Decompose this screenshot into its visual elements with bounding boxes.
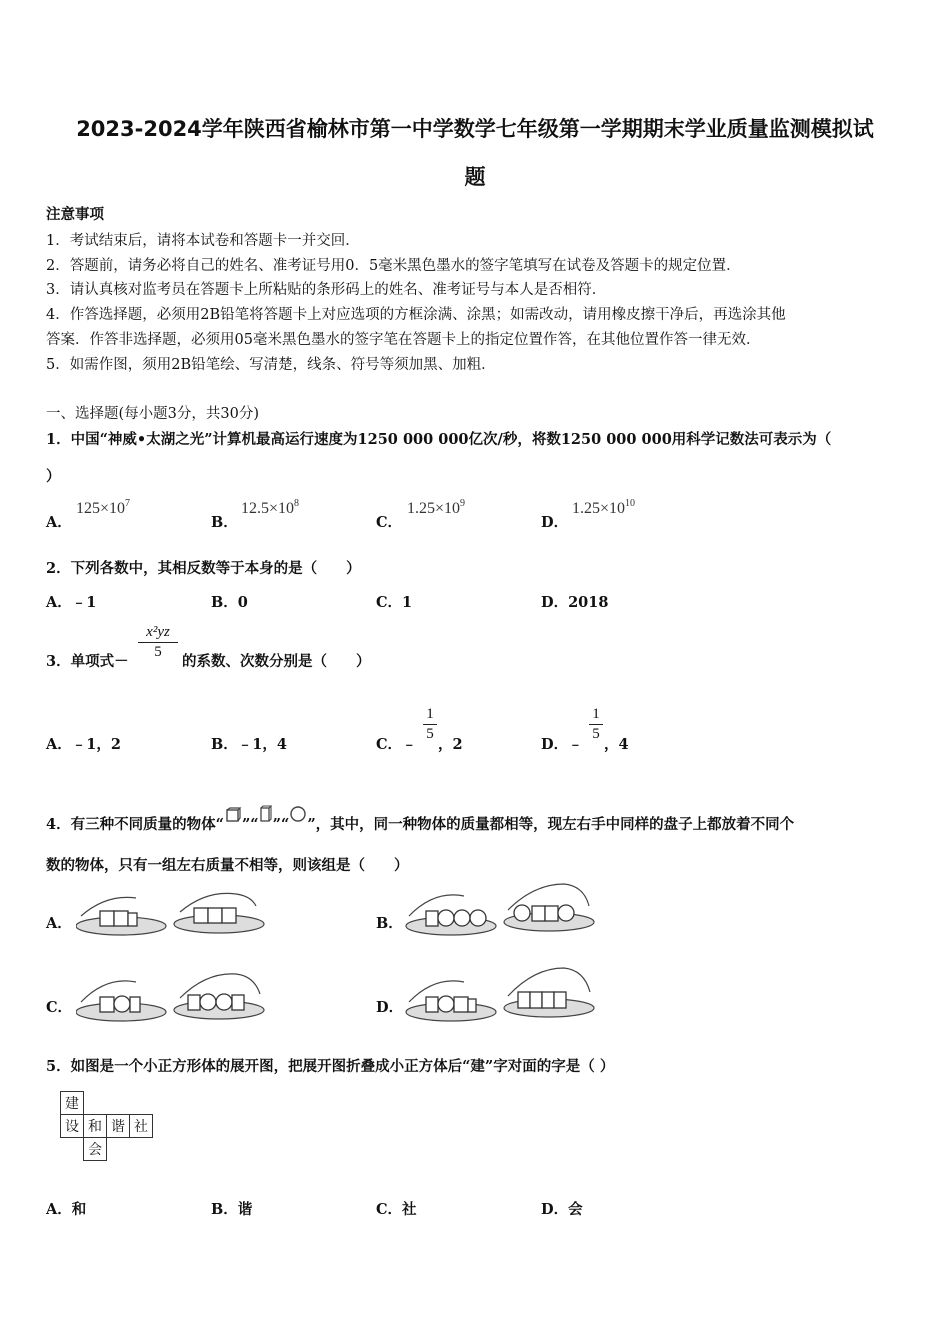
notice-item: 2．答题前，请务必将自己的姓名、准考证号用0．5毫米黑色墨水的签字笔填写在试卷及答题卡的规定位置．: [46, 258, 741, 274]
notice-item: 5．如需作图，须用2B铅笔绘、写清楚，线条、符号等须加黑、加粗．: [46, 357, 496, 373]
net-cell: 会: [84, 1138, 107, 1161]
q4-option-a-label: A．: [46, 915, 72, 932]
q1-option-d-value: $1.25\times 10^{10}$: [572, 498, 636, 517]
q5-option-b: B．谐: [211, 1201, 253, 1218]
q1-option-b-label: B．: [211, 514, 238, 531]
notice-item: 1．考试结束后，请将本试卷和答题卡一并交回．: [46, 233, 360, 249]
q1-option-c-label: C．: [376, 514, 403, 531]
notice-item: 答案．作答非选择题，必须用05毫米黑色墨水的签字笔在答题卡上的指定位置作答，在其他位置作答一律无效．: [46, 332, 761, 348]
q1-option-b-value: $12.5\times 10^8$: [241, 498, 300, 517]
question-1-text-end: ）: [46, 468, 61, 485]
q2-option-a: A．﹣1: [46, 594, 97, 611]
page-title-continued: 题: [464, 165, 486, 189]
section-heading: 一、选择题(每小题3分，共30分): [46, 406, 259, 422]
question-5-text: 5．如图是一个小正方形体的展开图，把展开图折叠成小正方体后“建”字对面的字是（ ）: [46, 1058, 615, 1075]
q3-option-c-tail: ，2: [438, 736, 463, 753]
q5-option-d: D．会: [541, 1201, 583, 1218]
net-cell: 建: [61, 1092, 84, 1115]
question-1-text: 1．中国“神威•太湖之光”计算机最高运行速度为1250 000 000亿次/秒，将数1250 000 000用科学记数法可表示为（: [46, 431, 832, 448]
q3-monomial-fraction: x²yz 5: [138, 624, 178, 661]
net-cell: 和: [84, 1115, 107, 1138]
q3-option-d-tail: ，4: [604, 736, 629, 753]
q4-option-d-label: D．: [376, 999, 404, 1016]
q3-option-b: B．﹣1，4: [211, 736, 287, 753]
q1-option-c-value: $1.25\times 10^9$: [407, 498, 466, 517]
question-3-suffix: 的系数、次数分别是（ ）: [182, 653, 371, 670]
q3-option-c-fraction: 1 5: [423, 706, 437, 743]
q5-option-a: A．和: [46, 1201, 87, 1218]
question-2-text: 2．下列各数中，其相反数等于本身的是（ ）: [46, 560, 361, 577]
notice-item: 3．请认真核对监考员在答题卡上所粘贴的条形码上的姓名、准考证号与本人是否相符．: [46, 282, 607, 298]
question-4-text-continued: 数的物体，只有一组左右质量不相等，则该组是（ ）: [46, 857, 409, 874]
q1-option-a-value: $125\times 10^7$: [76, 498, 131, 517]
question-3-prefix: 3．单项式－: [46, 653, 129, 670]
page-title: 2023-2024学年陕西省榆林市第一中学数学七年级第一学期期末学业质量监测模拟试: [76, 117, 874, 141]
net-cell: 社: [130, 1115, 153, 1138]
q3-option-d-fraction: 1 5: [589, 706, 603, 743]
q3-option-d-label: D．﹣: [541, 736, 583, 753]
q4-option-d-scale-image: [404, 964, 599, 1032]
sphere-object-icon: [289, 805, 307, 823]
q2-option-b: B．0: [211, 594, 248, 611]
q2-option-c: C．1: [376, 594, 413, 611]
q4-option-a-scale-image: [76, 886, 266, 948]
q2-option-d: D．2018: [541, 594, 609, 611]
q3-option-c-label: C．﹣: [376, 736, 417, 753]
net-cell: 谐: [107, 1115, 130, 1138]
q5-option-c: C．社: [376, 1201, 417, 1218]
question-4-text: 4．有三种不同质量的物体“ ”“ ”“ ”，其中，同一种物体的质量都相等，现左右手中同样的盘子上都放着不同个: [46, 805, 794, 834]
cube-net-diagram: [60, 1091, 153, 1161]
q4-option-b-label: B．: [376, 915, 403, 932]
cube-object-icon: [224, 807, 242, 823]
q1-option-a-label: A．: [46, 514, 72, 531]
notice-heading: 注意事项: [46, 206, 104, 223]
q4-option-c-label: C．: [46, 999, 73, 1016]
cuboid-object-icon: [259, 805, 273, 823]
net-cell: 设: [61, 1115, 84, 1138]
q1-option-d-label: D．: [541, 514, 569, 531]
notice-item: 4．作答选择题，必须用2B铅笔将答题卡上对应选项的方框涂满、涂黑；如需改动，请用橡皮擦干净后，再选涂其他: [46, 307, 786, 323]
q4-option-b-scale-image: [404, 880, 599, 946]
q4-option-c-scale-image: [76, 966, 271, 1032]
q3-option-a: A．﹣1，2: [46, 736, 121, 753]
